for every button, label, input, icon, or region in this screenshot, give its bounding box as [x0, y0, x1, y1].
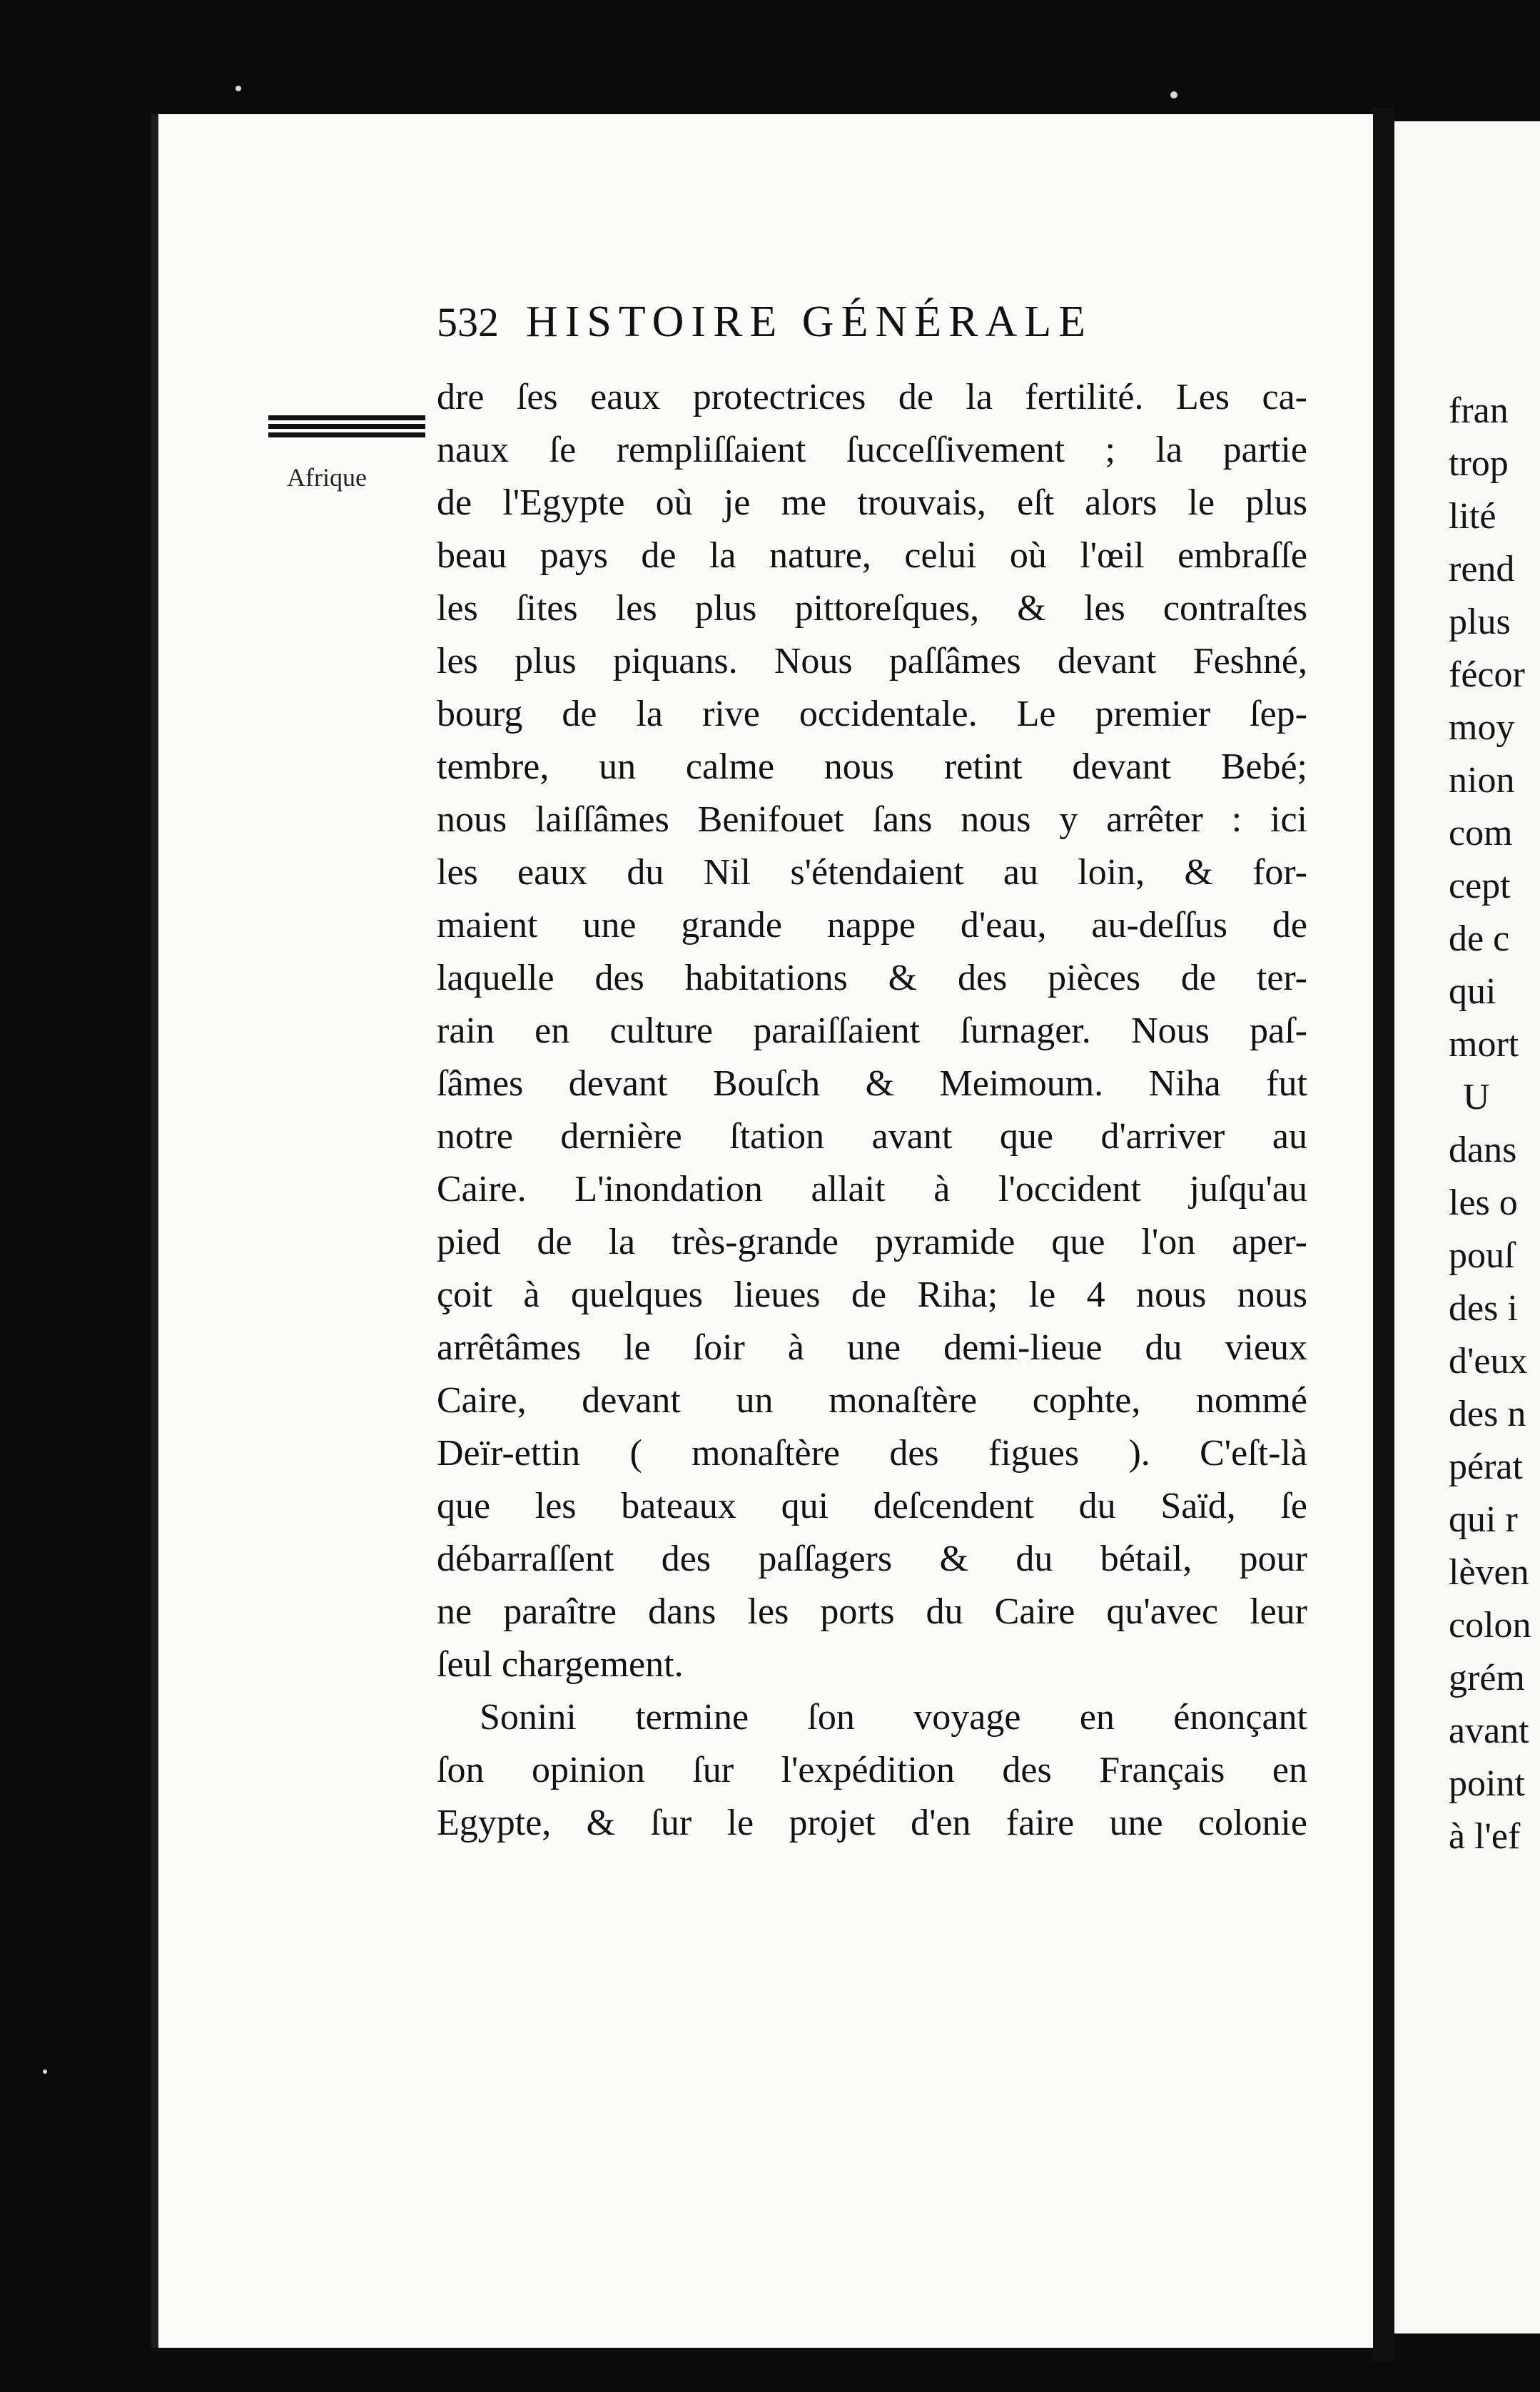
text-line: ſon opinion ſur l'expédition des Français en	[437, 1750, 1307, 1790]
facing-line: cept	[1449, 866, 1511, 906]
running-header	[437, 300, 1093, 344]
text-line: les ſites les plus pittoreſques, & les contraſtes	[437, 588, 1307, 629]
text-line: dre ſes eaux protectrices de la fertilité. Les ca-	[437, 377, 1307, 417]
text-line: les eaux du Nil s'étendaient au loin, & for-	[437, 852, 1307, 893]
text-line: débarraſſent des paſſagers & du bétail, pour	[437, 1539, 1307, 1579]
facing-line: des n	[1449, 1394, 1526, 1434]
text-line: arrêtâmes le ſoir à une demi-lieue du vieux	[437, 1327, 1307, 1368]
facing-line: dans	[1449, 1130, 1517, 1170]
scan-speck	[235, 86, 241, 91]
facing-line: nion	[1449, 760, 1515, 801]
gutter-shadow	[1373, 107, 1394, 2362]
facing-line: d'eux	[1449, 1341, 1528, 1382]
facing-line: moy	[1449, 707, 1515, 748]
text-line: ſâmes devant Bouſch & Meimoum. Niha fut	[437, 1063, 1307, 1104]
text-line: de l'Egypte où je me trouvais, eſt alors le plus	[437, 482, 1307, 523]
text-line: maient une grande nappe d'eau, au-deſſus de	[437, 905, 1307, 946]
scan-speck	[43, 2069, 47, 2074]
text-line: Deïr-ettin ( monaſtère des figues ). C'eſt-là	[437, 1433, 1307, 1474]
facing-line: de c	[1449, 918, 1510, 959]
page-binding-edge	[151, 114, 158, 2348]
text-line: bourg de la rive occidentale. Le premier ſep-	[437, 694, 1307, 734]
text-line: çoit à quelques lieues de Riha; le 4 nous nous	[437, 1274, 1307, 1315]
text-line: que les bateaux qui deſcendent du Saïd, ſe	[437, 1486, 1307, 1526]
facing-line: à l'ef	[1449, 1816, 1521, 1857]
text-line: ne paraître dans les ports du Caire qu'avec leur	[437, 1591, 1307, 1632]
text-line: tembre, un calme nous retint devant Bebé;	[437, 746, 1307, 787]
text-line: Sonini termine ſon voyage en énonçant	[480, 1697, 1307, 1738]
running-title: HISTOIRE GÉNÉRALE	[526, 298, 1093, 346]
page-number: 532	[437, 299, 499, 345]
facing-line: des i	[1449, 1288, 1518, 1329]
facing-line: lité	[1449, 496, 1496, 537]
text-line: naux ſe rempliſſaient ſucceſſivement ; la partie	[437, 430, 1307, 470]
text-line: Caire. L'inondation allait à l'occident juſqu'au	[437, 1169, 1307, 1210]
facing-line: pérat	[1449, 1446, 1523, 1487]
facing-line: pouſ	[1449, 1235, 1515, 1276]
book-page-right	[1394, 121, 1540, 2333]
text-line: laquelle des habitations & des pièces de ter-	[437, 958, 1307, 998]
text-line: les plus piquans. Nous paſſâmes devant Feshné,	[437, 641, 1307, 681]
facing-line: rend	[1449, 549, 1515, 589]
facing-line: point	[1449, 1763, 1525, 1804]
facing-line: les o	[1449, 1182, 1518, 1223]
margin-rule	[268, 415, 425, 441]
facing-line: grém	[1449, 1658, 1525, 1698]
text-line: ſeul chargement.	[437, 1644, 684, 1685]
body-text	[437, 371, 1307, 1850]
facing-line: plus	[1449, 602, 1511, 642]
facing-line: lèven	[1449, 1552, 1529, 1593]
scan-speck	[1170, 91, 1177, 98]
facing-line: qui r	[1449, 1499, 1518, 1540]
facing-line: qui	[1449, 971, 1496, 1012]
facing-line: fécor	[1449, 654, 1525, 695]
facing-line: mort	[1449, 1024, 1519, 1065]
facing-line: com	[1449, 813, 1513, 853]
text-line: Egypte, & ſur le projet d'en faire une colonie	[437, 1803, 1307, 1843]
facing-line: avant	[1449, 1711, 1529, 1751]
facing-line: fran	[1449, 390, 1509, 431]
text-line: rain en culture paraiſſaient ſurnager. Nous paſ-	[437, 1010, 1307, 1051]
facing-line: colon	[1449, 1605, 1531, 1646]
facing-line: U	[1463, 1077, 1490, 1118]
facing-line: trop	[1449, 443, 1509, 484]
text-line: Caire, devant un monaſtère cophte, nommé	[437, 1380, 1307, 1421]
text-line: nous laiſſâmes Benifouet ſans nous y arrêter : ici	[437, 799, 1307, 840]
text-line: notre dernière ſtation avant que d'arriver au	[437, 1116, 1307, 1157]
text-line: beau pays de la nature, celui où l'œil embraſſe	[437, 535, 1307, 576]
margin-note: Afrique	[287, 463, 367, 492]
text-line: pied de la très-grande pyramide que l'on aper-	[437, 1222, 1307, 1262]
